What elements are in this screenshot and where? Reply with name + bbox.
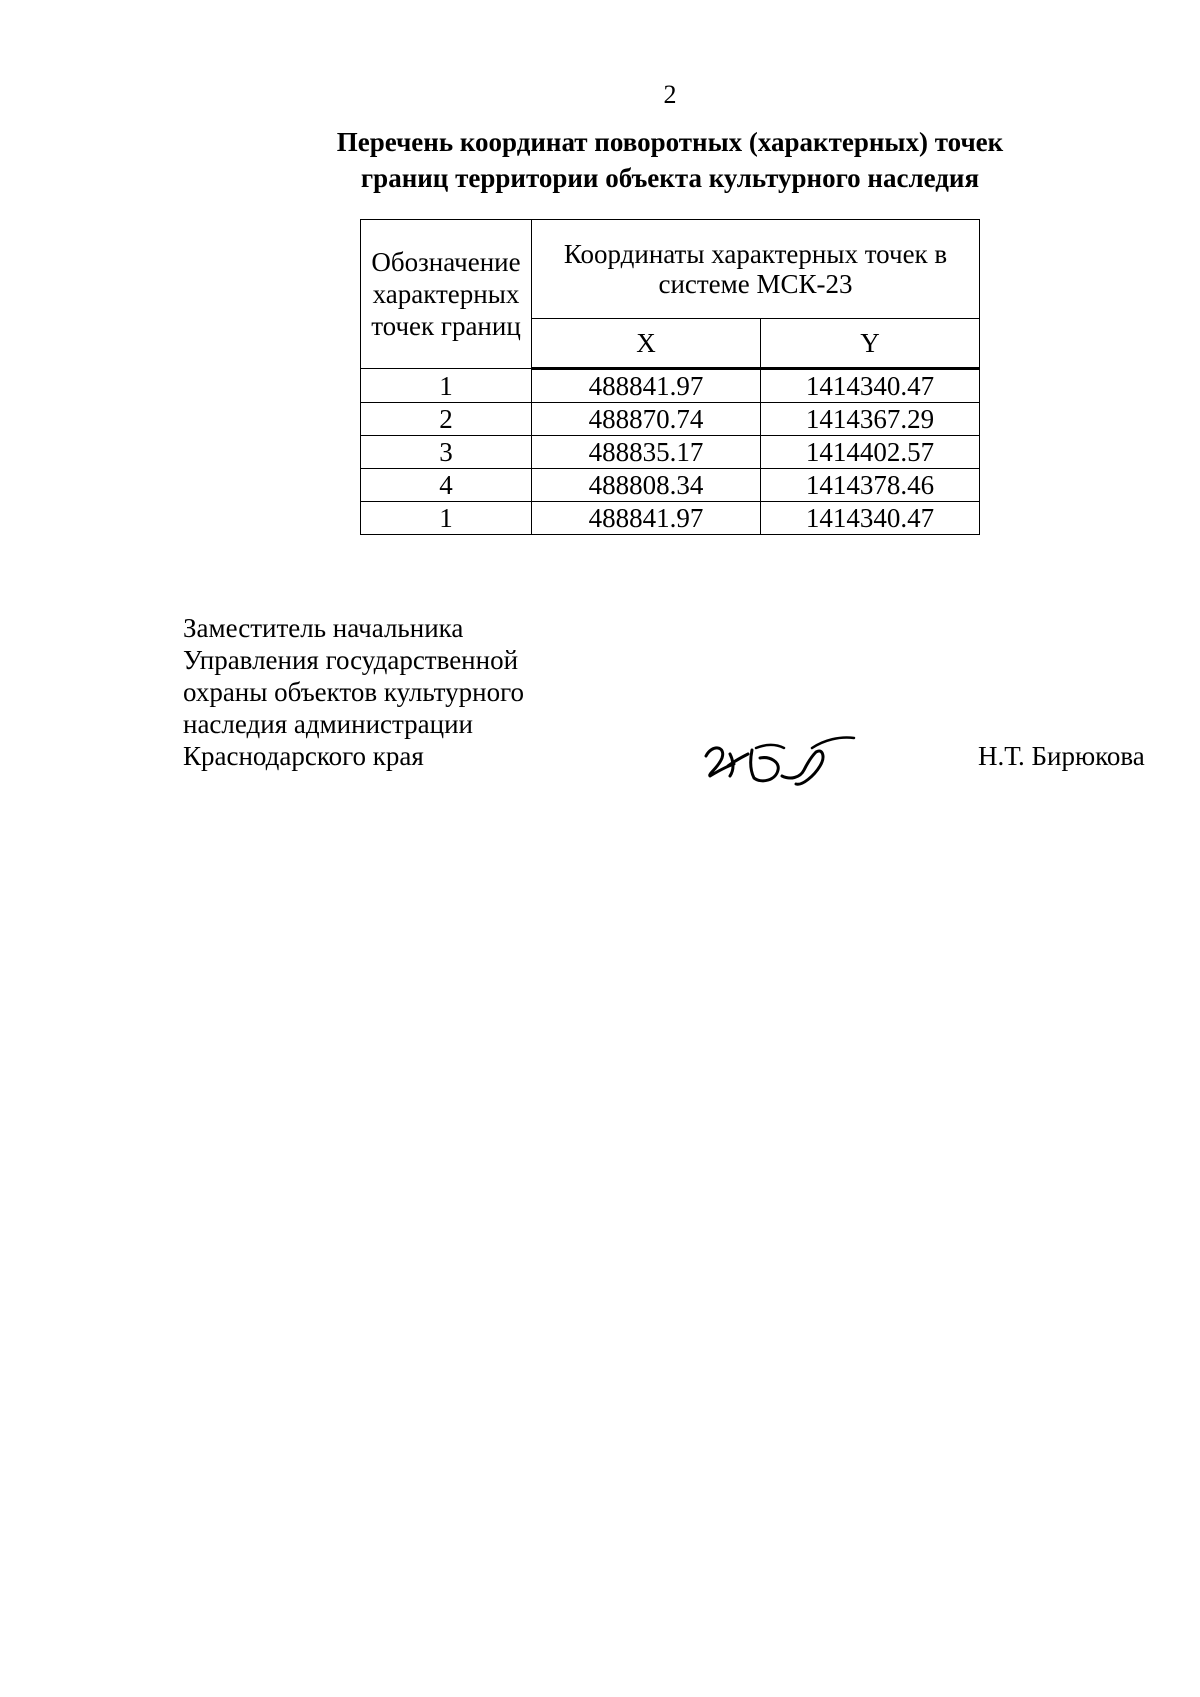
page-number: 2 [663, 80, 677, 109]
cell-x: 488835.17 [532, 436, 761, 469]
cell-x: 488870.74 [532, 403, 761, 436]
cell-y: 1414378.46 [761, 469, 980, 502]
signatory-position [183, 612, 524, 772]
table-row [361, 369, 980, 403]
header-x: X [532, 319, 761, 369]
table-row [361, 436, 980, 469]
signatory-position-line: наследия администрации [183, 709, 473, 739]
signer-name: Н.Т. Бирюкова [978, 741, 1145, 771]
signatory-position-line: Заместитель начальника [183, 613, 464, 643]
header-y: Y [761, 319, 980, 369]
document-title-line-1: Перечень координат поворотных (характерных) точек [336, 127, 1004, 157]
header-coordinates: Координаты характерных точек в системе МСК-23 [532, 220, 980, 319]
cell-x: 488841.97 [532, 502, 761, 535]
header-designation: Обозначение характерных точек границ [361, 220, 532, 369]
cell-point: 4 [361, 469, 532, 502]
signatory-position-line: Краснодарского края [183, 741, 424, 771]
cell-y: 1414340.47 [761, 502, 980, 535]
cell-y: 1414367.29 [761, 403, 980, 436]
cell-x: 488841.97 [532, 369, 761, 403]
cell-point: 3 [361, 436, 532, 469]
cell-point: 2 [361, 403, 532, 436]
table-row [361, 469, 980, 502]
signatory-position-line: охраны объектов культурного [183, 677, 524, 707]
cell-y: 1414402.57 [761, 436, 980, 469]
table-row [361, 502, 980, 535]
cell-point: 1 [361, 502, 532, 535]
signatory-position-line: Управления государственной [183, 645, 519, 675]
coordinates-table [360, 219, 980, 535]
document-title-line-2: границ территории объекта культурного наследия [360, 163, 980, 193]
handwritten-signature [700, 726, 860, 796]
document-title [270, 124, 1070, 196]
cell-x: 488808.34 [532, 469, 761, 502]
cell-point: 1 [361, 369, 532, 403]
table-row [361, 403, 980, 436]
cell-y: 1414340.47 [761, 369, 980, 403]
